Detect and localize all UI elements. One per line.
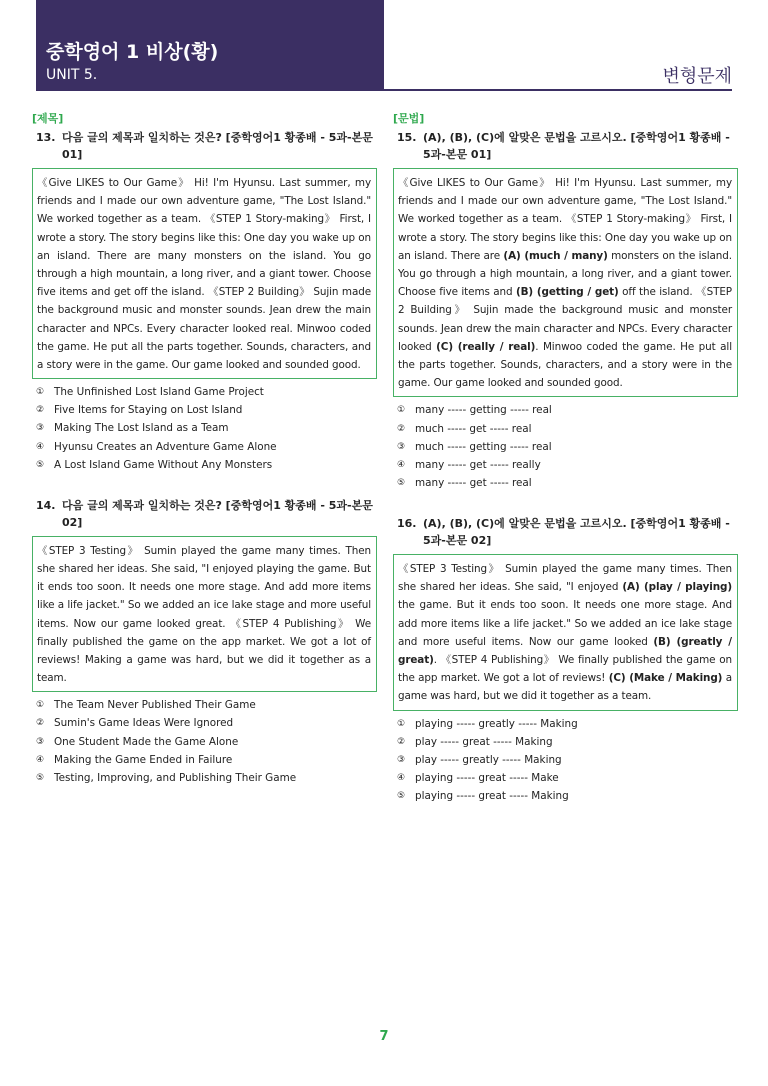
section-label: 변형문제 [662,66,732,87]
choice-text: Making The Lost Island as a Team [54,422,229,435]
choice-text: much ----- get ----- real [415,422,532,435]
choice-item[interactable] [393,456,738,474]
choice-text: play ----- greatly ----- Making [415,753,562,766]
choice-marker: ④ [36,754,45,765]
question-number: 13. [36,131,56,144]
question-text: 다음 글의 제목과 일치하는 것은? [중학영어1 황종배 - 5과-본문 02] [62,498,373,529]
choice-marker: ② [397,736,406,747]
choice-item[interactable] [393,733,738,751]
choice-item[interactable] [32,419,377,437]
question-text: (A), (B), (C)에 알맞은 문법을 고르시오. [중학영어1 황종배 - 5과-본문 02] [423,516,730,547]
question-number: 16. [397,516,417,530]
choice-marker: ④ [397,772,406,783]
choice-item[interactable] [393,474,738,492]
choice-item[interactable] [32,401,377,419]
unit-label: UNIT 5. [46,67,98,83]
question-number: 14. [36,498,56,512]
choice-text: playing ----- great ----- Make [415,771,559,784]
choice-item[interactable] [393,420,738,438]
choice-marker: ① [397,405,406,416]
passage-box: 《STEP 3 Testing》 Sumin played the game many times. Then she shared her ideas. She said, "I enjoyed (A) (play / playing) the game. But it ends too soon. It needs one more stage. And add more items like a life jacket." So we added an ice lake stage and more useful items. Now our game looked (B) (greatly / great). 《STEP 4 Publishing》 We finally published the game on the app market. We got a lot of reviews! (C) (Make / Making) a game was hard, but we did it together as a team. [393,554,738,711]
choice-text: The Unfinished Lost Island Game Project [54,386,264,399]
choice-marker: ① [36,387,45,398]
page-number: 7 [379,1029,389,1044]
choice-text: many ----- get ----- real [415,476,532,489]
grammar-blank: (A) (much / many) [503,249,608,262]
grammar-blank: (B) (greatly / great) [398,635,732,666]
choice-item[interactable] [393,715,738,733]
question-text: (A), (B), (C)에 알맞은 문법을 고르시오. [중학영어1 황종배 - 5과-본문 01] [423,131,730,161]
choice-list [393,715,738,805]
choice-item[interactable] [32,456,377,474]
choice-text: play ----- great ----- Making [415,735,553,748]
choice-item[interactable] [32,751,377,769]
choice-text: Testing, Improving, and Publishing Their Game [54,771,297,784]
passage-box: 《Give LIKES to Our Game》 Hi! I'm Hyunsu. Last summer, my friends and I made our own adventure game, "The Lost Island." We worked together as a team. 《STEP 1 Story-making》 First, I wrote a story. The story begins like this: One day you wake up on an island. There are (A) (much / many) monsters on the island. You go through a high mountain, a long river, and a giant tower. Choose five items and (B) (getting / get) off the island. 《STEP 2 Building》 Sujin made the background music and monster sounds. Jean drew the main character and NPCs. Every character looked (C) (really / real). Minwoo coded the game. He put all the parts together. Sounds, characters, and a story were in the game. Our game looked and sounded good. [393,168,738,397]
choice-item[interactable] [32,733,377,751]
choice-marker: ② [36,405,45,416]
choice-text: many ----- getting ----- real [415,404,552,417]
grammar-blank: (B) (getting / get) [515,286,619,299]
question-title [32,497,377,531]
choice-text: Five Items for Staying on Lost Island [54,404,243,417]
choice-marker: ② [36,718,45,729]
grammar-blank: (A) (play / playing) [622,581,732,594]
choice-item[interactable] [393,751,738,769]
choice-marker: ④ [36,441,45,452]
choice-marker: ⑤ [397,790,406,801]
choice-marker: ② [397,423,406,434]
question-text: 다음 글의 제목과 일치하는 것은? [중학영어1 황종배 - 5과-본문 01] [62,131,373,161]
right-column [393,112,738,805]
question-title [32,129,377,163]
question-title [393,129,738,163]
choice-text: playing ----- greatly ----- Making [415,717,578,730]
choice-marker: ③ [36,423,45,434]
passage-box: 《Give LIKES to Our Game》 Hi! I'm Hyunsu. Last summer, my friends and I made our own adventure game, "The Lost Island." We worked together as a team. 《STEP 1 Story-making》 First, I wrote a story. The story begins like this: One day you wake up on an island. There are many monsters on the island. You go through a high mountain, a long river, and a giant tower. Choose five items and get off the island. 《STEP 2 Building》 Sujin made the background music and monster sounds. Jean drew the main character and NPCs. Every character looked real. Minwoo coded the game. He put all the parts together. Sounds, characters, and a story were in the game. Our game looked and sounded good. [32,168,377,379]
choice-marker: ⑤ [397,477,406,488]
grammar-blank: (C) (really / real) [436,340,536,353]
choice-item[interactable] [393,401,738,419]
choice-marker: ③ [36,736,45,747]
spacer [32,474,377,494]
choice-item[interactable] [393,438,738,456]
choice-text: Hyunsu Creates an Adventure Game Alone [54,440,277,453]
choice-list [32,383,377,473]
choice-text: One Student Made the Game Alone [54,735,239,748]
choice-item[interactable] [393,787,738,805]
choice-list [32,696,377,786]
choice-item[interactable] [32,714,377,732]
choice-list [393,401,738,491]
choice-text: many ----- get ----- really [415,458,541,471]
choice-item[interactable] [393,769,738,787]
left-column [32,112,377,787]
spacer [393,492,738,512]
choice-marker: ⑤ [36,459,45,470]
passage-box: 《STEP 3 Testing》 Sumin played the game many times. Then she shared her ideas. She said, "I enjoyed playing the game. But it ends too soon. It needs one more stage. And add more items like a life jacket." So we added an ice lake stage and more useful items. Now our game looked great. 《STEP 4 Publishing》 We finally published the game on the app market. We got a lot of reviews! Making a game was hard, but we did it together as a team. [32,536,377,693]
choice-text: Making the Game Ended in Failure [54,753,233,766]
question-category: [문법] [393,112,425,125]
choice-item[interactable] [32,769,377,787]
choice-marker: ③ [397,754,406,765]
choice-text: much ----- getting ----- real [415,440,552,453]
question-category: [제목] [32,112,64,125]
grammar-blank: (C) (Make / Making) [608,672,723,685]
header-banner [36,0,384,91]
choice-text: The Team Never Published Their Game [54,699,256,712]
choice-text: playing ----- great ----- Making [415,789,569,802]
question-number: 15. [397,131,417,144]
choice-item[interactable] [32,383,377,401]
book-title: 중학영어 1 비상(황) [46,41,219,63]
header-divider [384,89,732,91]
choice-item[interactable] [32,438,377,456]
choice-text: A Lost Island Game Without Any Monsters [54,458,273,471]
choice-text: Sumin's Game Ideas Were Ignored [54,717,234,730]
choice-marker: ⑤ [36,772,45,783]
choice-marker: ① [36,700,45,711]
choice-item[interactable] [32,696,377,714]
choice-marker: ④ [397,459,406,470]
question-title [393,515,738,549]
choice-marker: ③ [397,441,406,452]
choice-marker: ① [397,718,406,729]
